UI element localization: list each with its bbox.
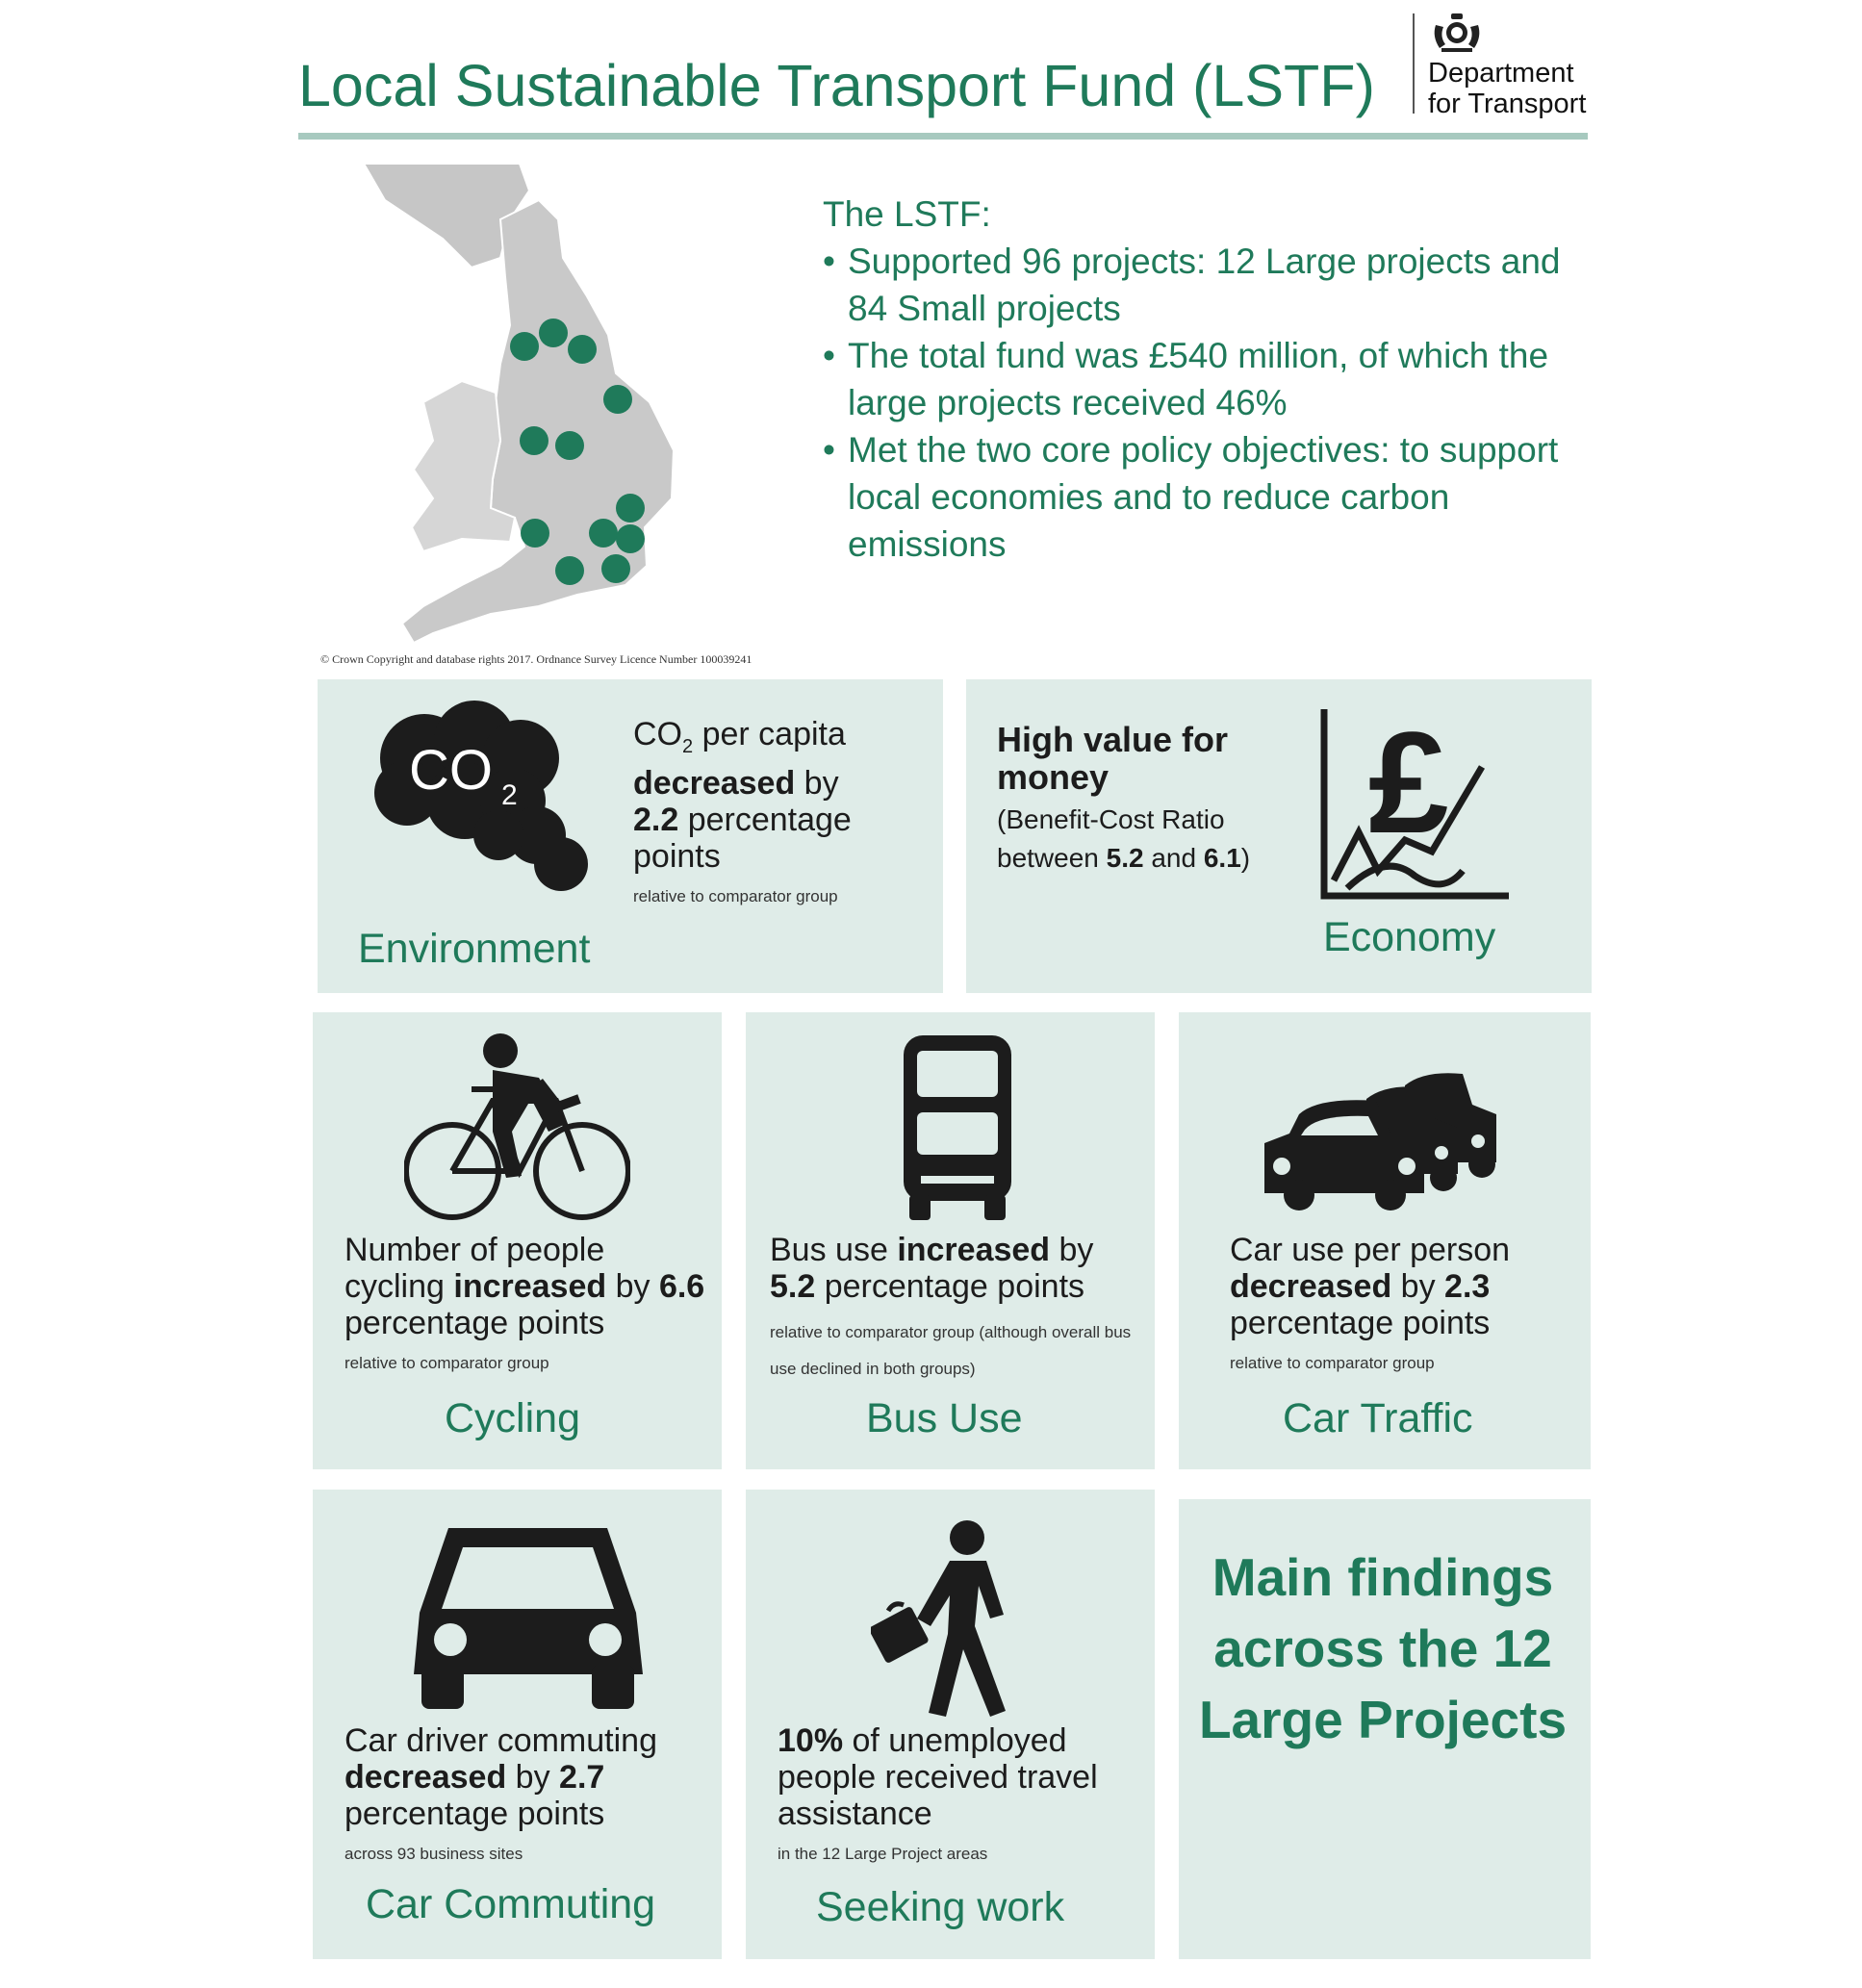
economy-bold: High value for money bbox=[997, 720, 1229, 797]
main-findings-label: Main findings across the 12 Large Projects bbox=[1198, 1547, 1568, 1749]
car-traffic-value: 2.3 bbox=[1444, 1268, 1491, 1305]
economy-category: Economy bbox=[1323, 914, 1496, 960]
project-dot bbox=[510, 332, 539, 361]
co-sub: 2 bbox=[682, 735, 694, 757]
project-dot bbox=[603, 385, 632, 414]
co-text: CO bbox=[633, 716, 682, 752]
environment-text: per capita bbox=[693, 716, 846, 752]
economy-stat bbox=[997, 722, 1286, 878]
car-traffic-text: Car use per person bbox=[1230, 1232, 1511, 1268]
car-commuting-category: Car Commuting bbox=[366, 1881, 656, 1927]
bus-value: 5.2 bbox=[770, 1268, 816, 1305]
project-dot bbox=[616, 524, 645, 553]
bus-icon bbox=[900, 1032, 1015, 1224]
project-dot bbox=[539, 319, 568, 347]
bus-text: Bus use bbox=[770, 1232, 898, 1268]
co2-icon-sub: 2 bbox=[501, 779, 518, 811]
environment-value: 2.2 bbox=[633, 801, 679, 838]
economy-text: and bbox=[1143, 843, 1204, 873]
cycling-category: Cycling bbox=[445, 1395, 580, 1441]
bus-category: Bus Use bbox=[866, 1395, 1023, 1441]
lstf-summary bbox=[823, 191, 1593, 568]
seeking-work-category: Seeking work bbox=[816, 1884, 1065, 1930]
bus-text: by bbox=[1050, 1232, 1094, 1268]
commuting-text: by bbox=[506, 1759, 560, 1796]
bus-note: relative to comparator group (although overall bus use declined in both groups) bbox=[770, 1323, 1132, 1378]
car-traffic-bold: decreased bbox=[1230, 1268, 1392, 1305]
cycling-text: Number of people cycling bbox=[344, 1232, 605, 1305]
pound-glyph: £ bbox=[1368, 707, 1449, 863]
car-traffic-text: percentage points bbox=[1230, 1305, 1491, 1341]
project-dot bbox=[568, 335, 597, 364]
co2-cloud-icon bbox=[369, 701, 599, 903]
cycling-bold: increased bbox=[453, 1268, 607, 1305]
traffic-icon bbox=[1261, 1066, 1501, 1211]
car-traffic-stat bbox=[1230, 1232, 1576, 1376]
project-dot bbox=[555, 556, 584, 585]
economy-value: 5.2 bbox=[1106, 843, 1144, 873]
summary-list bbox=[823, 238, 1593, 568]
environment-stat bbox=[633, 716, 931, 909]
environment-text: by bbox=[795, 764, 839, 802]
work-note: in the 12 Large Project areas bbox=[778, 1845, 988, 1863]
title-underline bbox=[298, 133, 1588, 140]
commuting-text: percentage points bbox=[344, 1796, 605, 1832]
dft-line-2: for Transport bbox=[1428, 89, 1587, 119]
car-traffic-text: by bbox=[1391, 1268, 1445, 1305]
cycling-text: by bbox=[606, 1268, 659, 1305]
bus-bold: increased bbox=[897, 1232, 1051, 1268]
bus-stat bbox=[770, 1232, 1135, 1388]
seeking-work-stat bbox=[778, 1722, 1143, 1867]
project-dot bbox=[521, 519, 549, 548]
bicycle-icon bbox=[404, 1032, 630, 1224]
bus-text: percentage points bbox=[815, 1268, 1085, 1305]
economy-value: 6.1 bbox=[1203, 843, 1241, 873]
dft-logo-text bbox=[1428, 58, 1586, 119]
environment-category: Environment bbox=[358, 926, 591, 972]
economy-text: (Benefit-Cost Ratio between bbox=[997, 804, 1225, 873]
project-dot bbox=[555, 431, 584, 460]
economy-detail bbox=[997, 801, 1286, 878]
cycling-note: relative to comparator group bbox=[344, 1354, 549, 1372]
summary-bullet: • The total fund was £540 million, of which the large projects received 46% bbox=[823, 332, 1593, 426]
commuting-value: 2.7 bbox=[559, 1759, 605, 1796]
car-traffic-note: relative to comparator group bbox=[1230, 1354, 1435, 1372]
pound-chart-icon bbox=[1318, 707, 1511, 900]
logo-divider bbox=[1413, 13, 1415, 114]
england-map bbox=[356, 162, 760, 643]
co2-icon-label: CO bbox=[409, 739, 493, 802]
car-traffic-category: Car Traffic bbox=[1283, 1395, 1473, 1441]
map-copyright: © Crown Copyright and database rights 2017. Ordnance Survey Licence Number 100039241 bbox=[320, 652, 752, 666]
work-value: 10% bbox=[778, 1722, 844, 1759]
royal-crest-icon bbox=[1430, 12, 1484, 54]
project-dot bbox=[601, 554, 630, 583]
car-icon bbox=[410, 1520, 646, 1713]
environment-text: percentage bbox=[678, 801, 852, 838]
car-commuting-stat bbox=[344, 1722, 710, 1867]
cycling-stat bbox=[344, 1232, 710, 1376]
page-title: Local Sustainable Transport Fund (LSTF) bbox=[298, 53, 1375, 118]
project-dot bbox=[589, 519, 618, 548]
summary-heading: The LSTF: bbox=[823, 194, 991, 234]
environment-bold: decreased bbox=[633, 764, 796, 802]
commuting-note: across 93 business sites bbox=[344, 1845, 523, 1863]
environment-text: points bbox=[633, 837, 721, 875]
commuting-text: Car driver commuting bbox=[344, 1722, 657, 1759]
project-dot bbox=[616, 494, 645, 522]
environment-note: relative to comparator group bbox=[633, 886, 838, 905]
dft-line-1: Department bbox=[1428, 58, 1574, 89]
summary-bullet: • Supported 96 projects: 12 Large projects and 84 Small projects bbox=[823, 238, 1593, 332]
summary-bullet: • Met the two core policy objectives: to support local economies and to reduce carbon emissions bbox=[823, 426, 1593, 568]
walking-person-briefcase-icon bbox=[871, 1518, 1034, 1720]
commuting-bold: decreased bbox=[344, 1759, 507, 1796]
work-text: of unemployed people received travel assistance bbox=[778, 1722, 1098, 1832]
cycling-text: percentage points bbox=[344, 1305, 605, 1341]
cycling-value: 6.6 bbox=[658, 1268, 705, 1305]
project-dot bbox=[520, 426, 548, 455]
economy-text: ) bbox=[1240, 843, 1251, 873]
